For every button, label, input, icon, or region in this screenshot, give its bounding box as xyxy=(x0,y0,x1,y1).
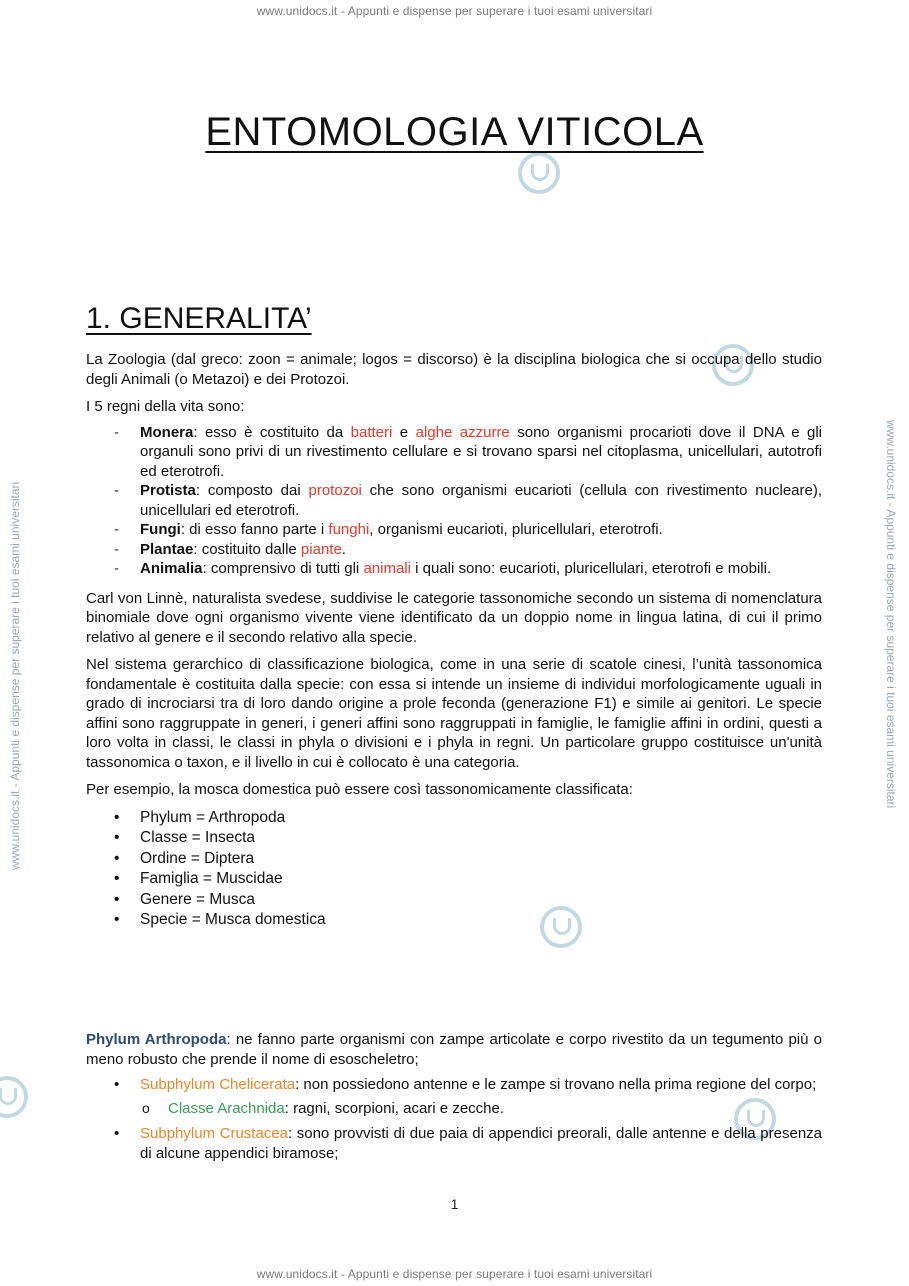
class-item: o Classe Arachnida: ragni, scorpioni, acari e zecche. xyxy=(168,1099,822,1119)
watermark-bottom: www.unidocs.it - Appunti e dispense per superare i tuoi esami universitari xyxy=(256,1267,653,1281)
document-title: ENTOMOLOGIA VITICOLA xyxy=(205,110,704,154)
unidocs-logo-icon xyxy=(0,1076,28,1118)
kingdom-item: - Monera: esso è costituito da batteri e alghe azzurre sono organismi procarioti dove il DNA e gli organuli sono privi di un rivestimento cellulare e si trovano sparsi nel citoplasma, unicellulari, autotrofi ed eterotrofi. xyxy=(140,423,822,482)
kingdoms-list xyxy=(86,423,822,579)
taxonomy-item: • Famiglia = Muscidae xyxy=(140,869,822,890)
subphylum-item: • Subphylum Chelicerata: non possiedono antenne e le zampe si trovano nella prima regione del corpo; o Classe Arachnida: ragni, scorpioni, acari e zecche. xyxy=(140,1075,822,1118)
arthropoda-section xyxy=(86,1030,822,1163)
classification-paragraph: Nel sistema gerarchico di classificazione biologica, come in una serie di scatole cinesi, l’unità tassonomica fondamentale è costituita dalla specie: con essa si intende un insieme di individui morfologicamente uguali in grado di incrociarsi tra di loro dando origine a prole feconda (generazione F1) e simile ai genitori. Le specie affini sono raggruppate in generi, i generi affini sono raggruppati in famiglie, le famiglie affini in ordini, questi a loro volta in classi, le classi in phyla o divisioni e i phyla in regni. Un particolare gruppo costituisce un'unità tassonomica o taxon, e il livello in cui è collocato è una categoria. xyxy=(86,656,822,771)
watermark-right: www.unidocs.it - Appunti e dispense per superare i tuoi esami universitari xyxy=(884,420,898,809)
arthropoda-paragraph: Phylum Arthropoda: ne fanno parte organismi con zampe articolate e corpo rivestito da un tegumento più o meno robusto che prende il nome di esoscheletro; xyxy=(86,1031,823,1068)
taxonomy-item: • Genere = Musca xyxy=(140,890,822,911)
unidocs-logo-icon xyxy=(518,152,560,194)
intro-paragraph: La Zoologia (dal greco: zoon = animale; logos = discorso) è la disciplina biologica che si occupa dello studio degli Animali (o Metazoi) e dei Protozoi. xyxy=(86,351,822,388)
main-content xyxy=(86,350,822,931)
subphylum-item: • Subphylum Crustacea: sono provvisti di due paia di appendici preorali, dalle antenne e della presenza di alcune appendici biramose; xyxy=(140,1124,822,1163)
taxonomy-list xyxy=(86,808,822,931)
class-list xyxy=(140,1099,822,1119)
watermark-left: www.unidocs.it - Appunti e dispense per superare i tuoi esami universitari xyxy=(8,481,22,870)
kingdom-item: - Animalia: comprensivo di tutti gli animali i quali sono: eucarioti, pluricellulari, eterotrofi e mobili. xyxy=(140,559,822,579)
example-paragraph: Per esempio, la mosca domestica può essere così tassonomicamente classificata: xyxy=(86,781,633,798)
taxonomy-item: • Phylum = Arthropoda xyxy=(140,808,822,829)
taxonomy-item: • Specie = Musca domestica xyxy=(140,910,822,931)
linne-paragraph: Carl von Linnè, naturalista svedese, suddivise le categorie tassonomiche secondo un sistema di nomenclatura binomiale dove ogni organismo vivente viene identificato da un doppio nome in lingua latina, di cui il primo relativo al genere e il secondo relativo alla specie. xyxy=(86,589,822,646)
taxonomy-item: • Classe = Insecta xyxy=(140,828,822,849)
page-number: 1 xyxy=(450,1196,459,1212)
kingdoms-intro: I 5 regni della vita sono: xyxy=(86,398,245,415)
subphylum-list xyxy=(86,1075,822,1163)
kingdom-item: - Fungi: di esso fanno parte i funghi, organismi eucarioti, pluricellulari, eterotrofi. xyxy=(140,520,822,540)
kingdom-item: - Protista: composto dai protozoi che sono organismi eucarioti (cellula con rivestimento nucleare), unicellulari ed eterotrofi. xyxy=(140,481,822,520)
section-heading: 1. GENERALITA’ xyxy=(86,302,312,335)
watermark-top: www.unidocs.it - Appunti e dispense per superare i tuoi esami universitari xyxy=(256,4,653,18)
kingdom-item: - Plantae: costituito dalle piante. xyxy=(140,540,822,560)
taxonomy-item: • Ordine = Diptera xyxy=(140,849,822,870)
